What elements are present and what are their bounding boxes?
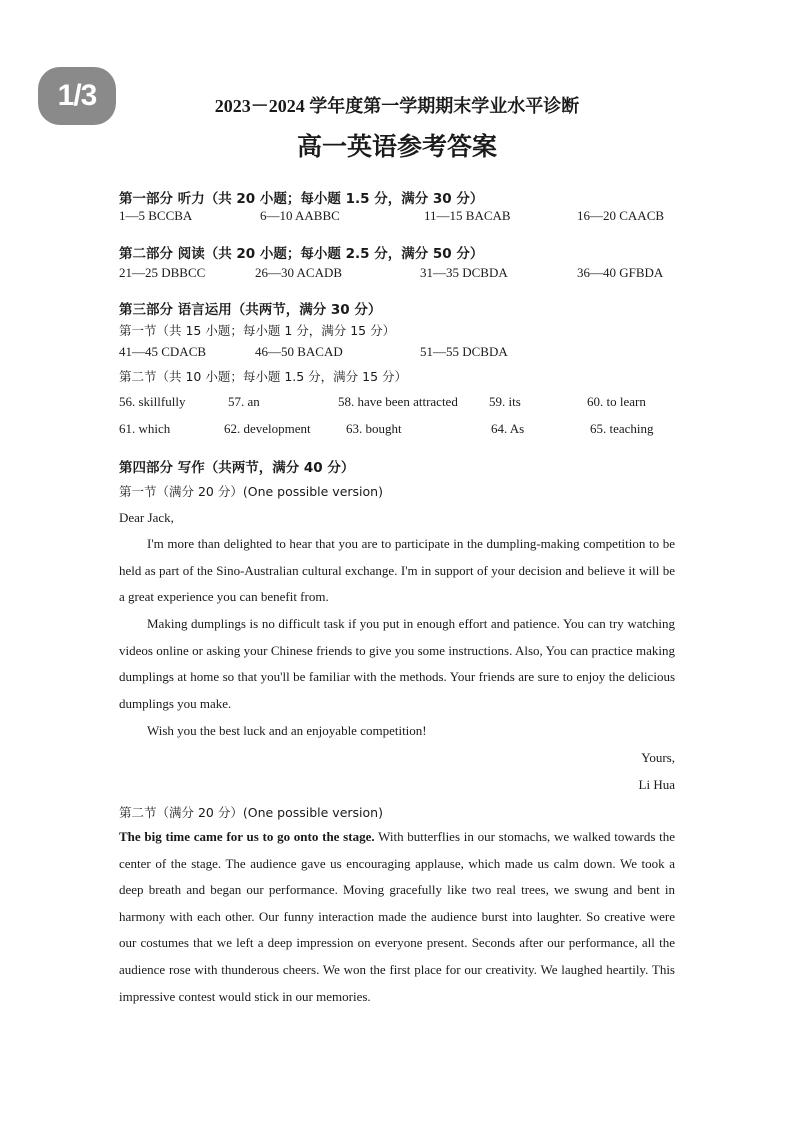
- part3-answer-group: 41—45 CDACB: [119, 344, 207, 359]
- part4-section2-heading: 第二节（满分 20 分）(One possible version): [119, 805, 383, 820]
- part1-answer-group: 6—10 AABBC: [260, 208, 340, 223]
- part2-answer-group: 36—40 GFBDA: [577, 265, 664, 280]
- part3-answer-group: 51—55 DCBDA: [420, 344, 508, 359]
- part2-heading: 第二部分 阅读（共 20 小题；每小题 2.5 分，满分 50 分）: [119, 246, 484, 262]
- part2-answer-group: 31—35 DCBDA: [420, 265, 508, 280]
- answer-key-title: 高一英语参考答案: [296, 132, 497, 161]
- letter-paragraph: Making dumplings is no difficult task if you put in enough effort and patience. You can try watching videos online or asking your Chinese friends to give you some instructions. Also, You can practice making dumplings at home so that you'll be familiar with the methods. Your friends are sure to enjoy the delicious dumplings you make.: [119, 616, 675, 711]
- blank-answer: 60. to learn: [587, 394, 646, 409]
- part4-section1-heading: 第一节（满分 20 分）(One possible version): [119, 484, 383, 499]
- part3-heading: 第三部分 语言运用（共两节，满分 30 分）: [119, 302, 382, 318]
- part1-heading: 第一部分 听力（共 20 小题；每小题 1.5 分，满分 30 分）: [119, 191, 484, 207]
- blank-answer: 65. teaching: [590, 421, 654, 436]
- part2-answer-group: 26—30 ACADB: [255, 265, 343, 280]
- part4-heading: 第四部分 写作（共两节，满分 40 分）: [119, 460, 355, 476]
- story-body: With butterflies in our stomachs, we walked towards the center of the stage. The audience gave us encouraging applause, which made us calm down. We took a deep breath and began our performance. Moving gracefully like two real trees, we swung and bent in harmony with each other. Our funny interaction made the audience burst into laughter. So creative were our costumes that we left a deep impression on everyone present. Seconds after our performance, all the audience rose with thunderous cheers. We won the first place for our creativity. We laughed heartily. This impressive contest would stick in our memories.: [119, 829, 675, 1004]
- part3-section2-heading: 第二节（共 10 小题；每小题 1.5 分，满分 15 分）: [119, 369, 408, 384]
- blank-answer: 63. bought: [346, 421, 402, 436]
- blank-answer: 62. development: [224, 421, 311, 436]
- letter-paragraph: Wish you the best luck and an enjoyable competition!: [147, 723, 427, 738]
- letter-signature: Li Hua: [638, 777, 675, 792]
- story-continuation: [119, 824, 675, 1010]
- letter-paragraph: I'm more than delighted to hear that you are to participate in the dumpling-making competition to be held as part of the Sino-Australian cultural exchange. I'm in support of your decision and believe it will be a great experience you can benefit from.: [119, 536, 675, 605]
- blank-answer: 56. skillfully: [119, 394, 186, 409]
- blank-answer: 64. As: [491, 421, 525, 436]
- blank-answer: 58. have been attracted: [338, 394, 458, 409]
- blank-answer: 57. an: [228, 394, 260, 409]
- part1-answer-group: 1—5 BCCBA: [119, 208, 193, 223]
- exam-title: 2023－2024 学年度第一学期期末学业水平诊断: [214, 96, 580, 116]
- part3-answer-group: 46—50 BACAD: [255, 344, 343, 359]
- part1-answer-group: 11—15 BACAB: [424, 208, 511, 223]
- part3-section1-heading: 第一节（共 15 小题；每小题 1 分，满分 15 分）: [119, 323, 396, 338]
- part1-answer-group: 16—20 CAACB: [577, 208, 665, 223]
- story-lead-sentence: The big time came for us to go onto the stage.: [119, 829, 375, 844]
- letter-salutation: Dear Jack,: [119, 510, 174, 525]
- part2-answer-group: 21—25 DBBCC: [119, 265, 206, 280]
- blank-answer: 59. its: [489, 394, 521, 409]
- blank-answer: 61. which: [119, 421, 171, 436]
- page-indicator-badge: 1/3: [38, 67, 116, 125]
- letter-closing: Yours,: [641, 750, 675, 765]
